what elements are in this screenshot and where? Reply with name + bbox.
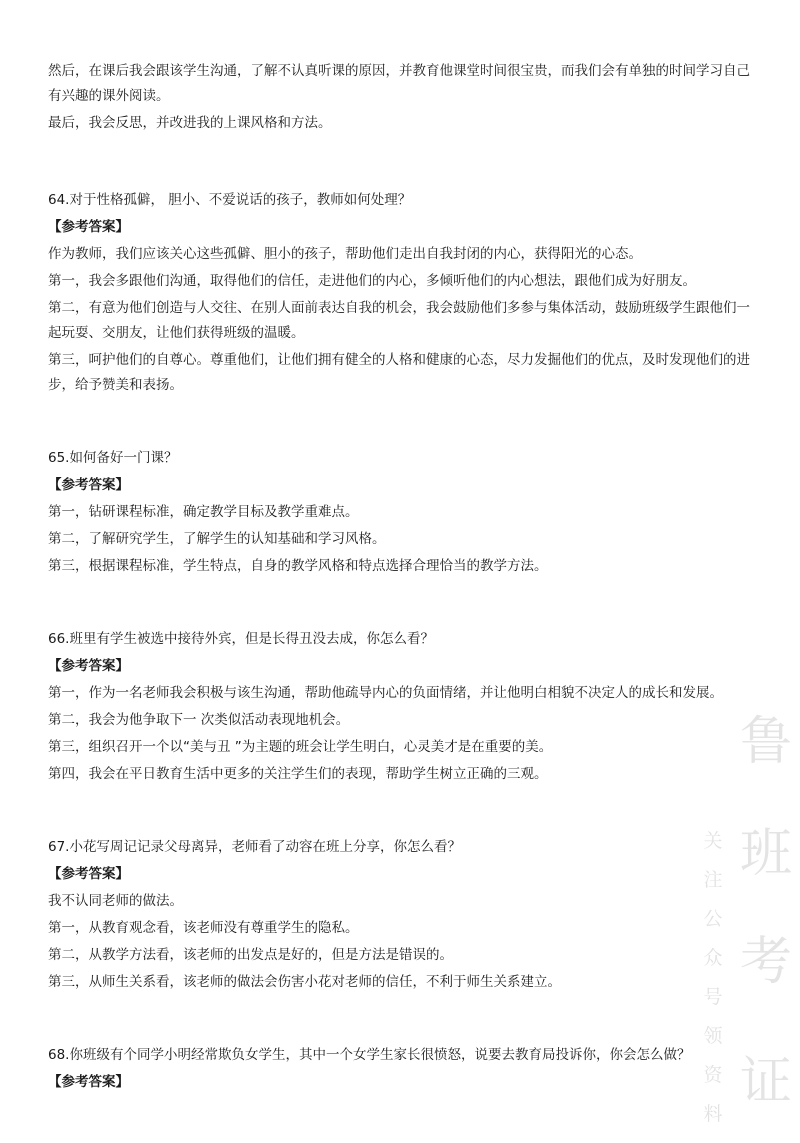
- watermark-small-character: 众: [703, 947, 723, 969]
- watermark-small-character: 资: [703, 1064, 723, 1086]
- answer-paragraph: 第三，根据课程标准，学生特点，自身的教学风格和特点选择合理恰当的教学方法。: [48, 558, 548, 574]
- watermark-vertical-text: [700, 822, 726, 1134]
- answer-paragraph: 第四，我会在平日教育生活中更多的关注学生们的表现，帮助学生树立正确的三观。: [48, 766, 548, 782]
- watermark-character: 考: [739, 932, 792, 992]
- watermark-character: 鲁: [739, 712, 792, 772]
- question-66: [48, 627, 760, 787]
- answer-paragraph: 第三，呵护他们的自尊心。尊重他们，让他们拥有健全的人格和健康的心态，尽力发掘他们的优点，及时发现他们的进步，给予赞美和表扬。: [48, 352, 750, 393]
- answer-paragraph: 第一，钻研课程标准，确定教学目标及教学重难点。: [48, 504, 359, 520]
- watermark-small-character: 料: [703, 1103, 723, 1125]
- watermark-character: 证: [739, 1052, 792, 1112]
- intro-section: [48, 59, 760, 136]
- watermark-small-character: 关: [703, 830, 723, 852]
- question-67: [48, 835, 760, 995]
- intro-paragraph: 然后，在课后我会跟该学生沟通，了解不认真听课的原因，并教育他课堂时间很宝贵，而我们会有单独的时间学习自己有兴趣的课外阅读。: [48, 63, 750, 104]
- question-65: [48, 446, 760, 579]
- answer-paragraph: 第三，从师生关系看，该老师的做法会伤害小花对老师的信任，不利于师生关系建立。: [48, 974, 561, 990]
- answer-paragraph: 第一，我会多跟他们沟通，取得他们的信任，走进他们的内心，多倾听他们的内心想法，跟他们成为好朋友。: [48, 273, 696, 289]
- question-68: [48, 1043, 760, 1095]
- document-body: [48, 59, 760, 1143]
- answer-paragraph: 第二，了解研究学生，了解学生的认知基础和学习风格。: [48, 531, 386, 547]
- answer-label: 【参考答案】: [48, 219, 129, 235]
- watermark-small-character: 号: [703, 986, 723, 1008]
- question-title: 67.小花写周记记录父母离异，老师看了动容在班上分享，你怎么看？: [48, 839, 461, 855]
- watermark-small-character: 注: [703, 869, 723, 891]
- question-title: 65.如何备好一门课？: [48, 450, 178, 466]
- intro-paragraph: 最后，我会反思，并改进我的上课风格和方法。: [48, 115, 332, 131]
- question-title: 66.班里有学生被选中接待外宾，但是长得丑没去成，你怎么看？: [48, 631, 434, 647]
- answer-paragraph: 第一，作为一名老师我会积极与该生沟通，帮助他疏导内心的负面情绪，并让他明白相貌不决定人的成长和发展。: [48, 685, 723, 701]
- watermark-small-character: 公: [703, 908, 723, 930]
- answer-label: 【参考答案】: [48, 866, 129, 882]
- answer-paragraph: 第三，组织召开一个以“美与丑 ”为主题的班会让学生明白，心灵美才是在重要的美。: [48, 739, 553, 755]
- answer-paragraph: 第二，我会为他争取下一 次类似活动表现地机会。: [48, 712, 350, 728]
- answer-paragraph: 我不认同老师的做法。: [48, 893, 183, 909]
- answer-label: 【参考答案】: [48, 658, 129, 674]
- question-title: 64.对于性格孤僻， 胆小、不爱说话的孩子，教师如何处理？: [48, 192, 412, 208]
- question-title: 68.你班级有个同学小明经常欺负女学生，其中一个女学生家长很愤怒，说要去教育局投诉你，你会怎么做？: [48, 1047, 691, 1063]
- watermark-small-character: 领: [703, 1025, 723, 1047]
- watermark-character: 班: [739, 824, 792, 884]
- answer-paragraph: 第一，从教育观念看，该老师没有尊重学生的隐私。: [48, 920, 359, 936]
- answer-paragraph: 第二，有意为他们创造与人交往、在别人面前表达自我的机会，我会鼓励他们多参与集体活动，鼓励班级学生跟他们一起玩耍、交朋友，让他们获得班级的温暖。: [48, 300, 750, 341]
- question-64: [48, 188, 760, 398]
- answer-paragraph: 第二，从教学方法看，该老师的出发点是好的，但是方法是错误的。: [48, 947, 453, 963]
- answer-label: 【参考答案】: [48, 477, 129, 493]
- answer-paragraph: 作为教师，我们应该关心这些孤僻、胆小的孩子，帮助他们走出自我封闭的内心，获得阳光的心态。: [48, 246, 642, 262]
- answer-label: 【参考答案】: [48, 1074, 129, 1090]
